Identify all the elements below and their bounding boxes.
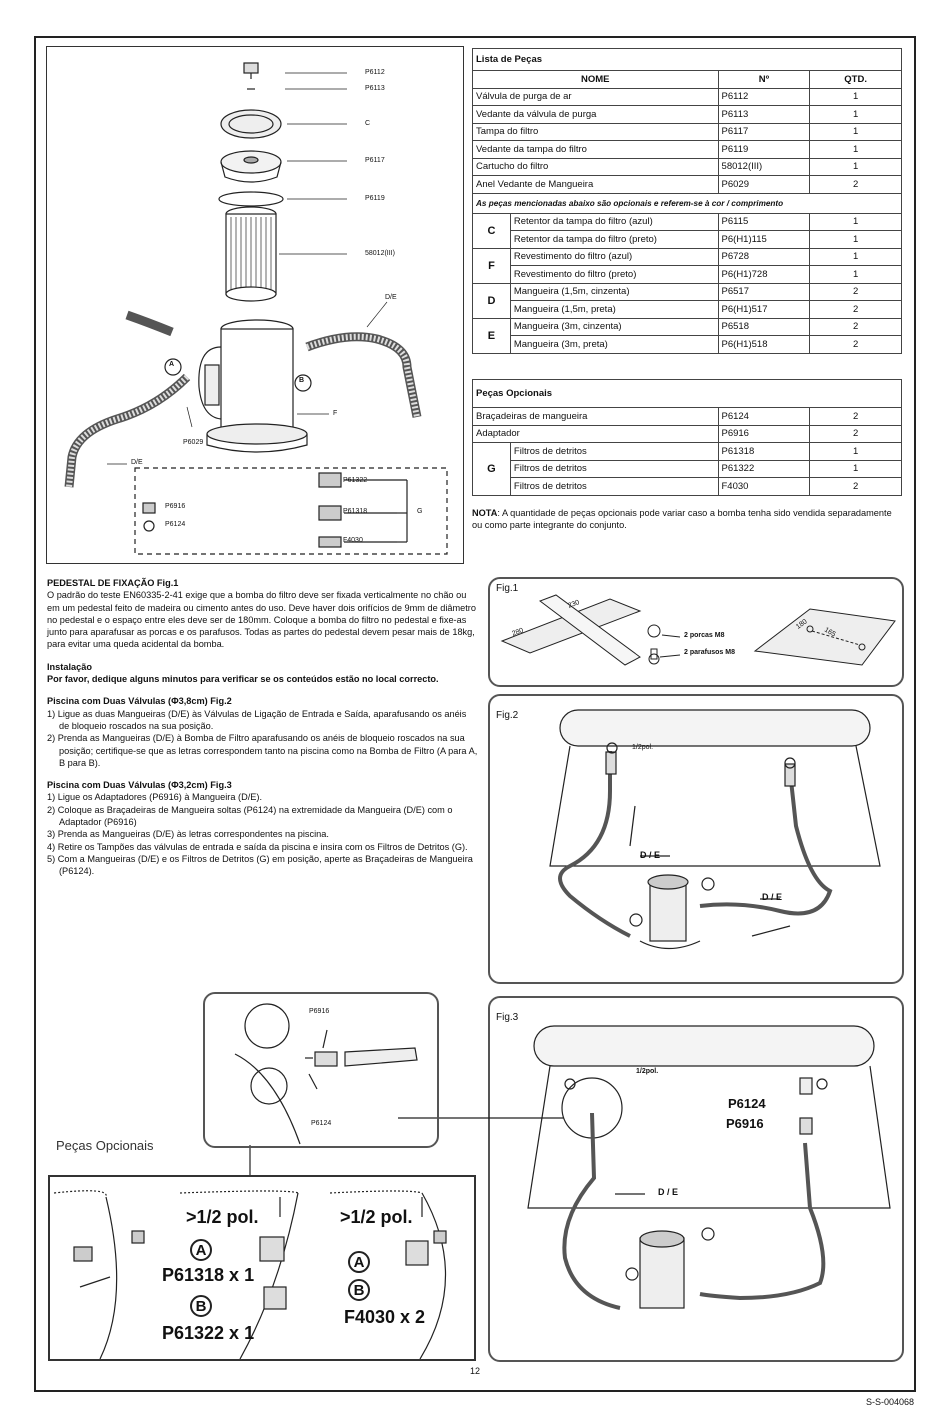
box-label-f4030: F4030 bbox=[343, 537, 363, 544]
fig1-dim-165: 165 bbox=[823, 626, 837, 639]
fig2-de-left: D / E bbox=[640, 850, 661, 860]
fig1-label: Fig.1 bbox=[496, 583, 519, 594]
opc-letter-b1 bbox=[190, 1295, 212, 1317]
fig2-half-inch: 1/2pol. bbox=[632, 744, 654, 751]
step-fig3-3: 3) Prenda as Mangueiras (D/E) às letras correspondentes na piscina. bbox=[47, 829, 329, 840]
opc-b1-icon: B bbox=[190, 1295, 212, 1317]
exploded-diagram bbox=[47, 47, 465, 565]
table-row: Revestimento do filtro (preto) P6(H1)728 1 bbox=[473, 266, 902, 284]
fig1-dim-280: 280 bbox=[511, 627, 525, 638]
box-label-p6916: P6916 bbox=[165, 503, 186, 510]
table-row: Tampa do filtro P6117 1 bbox=[473, 123, 902, 141]
opcionais-heading: Peças Opcionais bbox=[56, 1138, 154, 1153]
optional-parts-table bbox=[472, 379, 902, 496]
opc-a2-icon: A bbox=[348, 1251, 370, 1273]
label-p6119: P6119 bbox=[365, 195, 385, 202]
opc-half-inch-1: >1/2 pol. bbox=[186, 1207, 259, 1227]
heading-installation: Instalação bbox=[47, 661, 92, 672]
step-fig3-5: 5) Com a Mangueiras (D/E) e os Filtros de Detritos (G) em posição, aperte as Braçadeiras de Mangueira (P6124). bbox=[47, 853, 473, 877]
opc-letter-a1 bbox=[190, 1239, 212, 1261]
table-row: Anel Vedante de Mangueira P6029 2 bbox=[473, 176, 902, 194]
table-row: Mangueira (3m, preta) P6(H1)518 2 bbox=[473, 336, 902, 354]
col-qtd: QTD. bbox=[810, 71, 902, 89]
fig1-panel bbox=[488, 577, 904, 687]
table-row: Válvula de purga de ar P6112 1 bbox=[473, 88, 902, 106]
document-code: S-S-004068 bbox=[865, 1397, 914, 1407]
label-de-top: D/E bbox=[385, 294, 397, 301]
label-p6112: P6112 bbox=[365, 69, 385, 76]
box-label-p61318: P61318 bbox=[343, 508, 368, 515]
table-row: Adaptador P6916 2 bbox=[473, 425, 902, 443]
label-p6029: P6029 bbox=[183, 439, 204, 446]
opc-letter-a2 bbox=[348, 1251, 370, 1273]
label-de-left: D/E bbox=[131, 459, 143, 466]
fig3-p6916: P6916 bbox=[726, 1116, 764, 1131]
fig1-dim-180: 180 bbox=[795, 618, 809, 631]
table-row: Retentor da tampa do filtro (preto) P6(H1)115 1 bbox=[473, 231, 902, 249]
exploded-diagram-panel bbox=[46, 46, 464, 564]
table-row: E Mangueira (3m, cinzenta) P6518 2 bbox=[473, 318, 902, 336]
step-fig3-4: 4) Retire os Tampões das válvulas de entrada e saída da piscina e insira com os Filtros de Detritos (G). bbox=[47, 841, 468, 852]
table-row: D Mangueira (1,5m, cinzenta) P6517 2 bbox=[473, 283, 902, 301]
opc-a1-icon: A bbox=[190, 1239, 212, 1261]
fig1-nuts: 2 porcas M8 bbox=[684, 632, 725, 639]
heading-fig3: Piscina com Duas Válvulas (Φ3,2cm) Fig.3 bbox=[47, 780, 232, 791]
fig3-de: D / E bbox=[658, 1187, 679, 1197]
opc-p61318: P61318 x 1 bbox=[162, 1265, 255, 1285]
note-paragraph bbox=[472, 507, 902, 531]
fig3-half-inch: 1/2pol. bbox=[636, 1068, 659, 1075]
col-nome: NOME bbox=[473, 71, 719, 89]
fig3-panel bbox=[488, 996, 904, 1362]
note-text: : A quantidade de peças opcionais pode variar caso a bomba tenha sido vendida separadamente ou como parte integrante do conjunto. bbox=[472, 508, 892, 530]
fig2-panel bbox=[488, 694, 904, 984]
optional-title: Peças Opcionais bbox=[473, 380, 902, 408]
heading-fig2: Piscina com Duas Válvulas (Φ3,8cm) Fig.2 bbox=[47, 696, 232, 707]
fig1-bolts: 2 parafusos M8 bbox=[684, 649, 735, 656]
instructions-text bbox=[47, 577, 479, 878]
letter-a: A bbox=[169, 361, 175, 368]
box-label-p6124: P6124 bbox=[165, 521, 186, 528]
fig3-p6124: P6124 bbox=[728, 1096, 766, 1111]
fig2-label: Fig.2 bbox=[496, 710, 519, 721]
table-row: Braçadeiras de mangueira P6124 2 bbox=[473, 408, 902, 426]
optional-filters-drawing bbox=[50, 1177, 474, 1359]
label-f: F bbox=[333, 410, 338, 417]
label-p6117: P6117 bbox=[365, 157, 385, 164]
step-fig3-1: 1) Ligue os Adaptadores (P6916) à Mangueira (D/E). bbox=[47, 792, 263, 803]
page-number: 12 bbox=[470, 1366, 481, 1376]
table-row: G Filtros de detritos P61318 1 bbox=[473, 443, 902, 461]
opc-p61322: P61322 x 1 bbox=[162, 1323, 255, 1343]
step-fig3-2: 2) Coloque as Braçadeiras de Mangueira soltas (P6124) na extremidade da Mangueira (D/E) com o Adaptador (P6916) bbox=[47, 804, 453, 828]
fig2-de-right: D / E bbox=[762, 892, 783, 902]
opc-half-inch-2: >1/2 pol. bbox=[340, 1207, 413, 1227]
opc-letter-b2 bbox=[348, 1279, 370, 1301]
table-row: F Revestimento do filtro (azul) P6728 1 bbox=[473, 248, 902, 266]
step-fig2-2: 2) Prenda as Mangueiras (D/E) à Bomba de Filtro aparafusando os anéis de bloqueio roscados na sua posição; certifique-se que as letras correspondem tanto na piscina como na Bomba de Filtro (A para A, B para B). bbox=[47, 733, 478, 768]
fig3-drawing bbox=[490, 998, 902, 1360]
detail-panel bbox=[203, 992, 439, 1148]
opc-b2-icon: B bbox=[348, 1279, 370, 1301]
table-row: Filtros de detritos F4030 2 bbox=[473, 478, 902, 496]
box-label-p61322: P61322 bbox=[343, 477, 368, 484]
step-fig2-1: 1) Ligue as duas Mangueiras (D/E) às Válvulas de Ligação de Entrada e Saída, aparafusando os anéis de bloqueio roscados na sua posição. bbox=[47, 708, 467, 731]
pedestal-paragraph: O padrão do teste EN60335-2-41 exige que a bomba do filtro deve ser fixada verticalmente no chão ou em um pedestal feito de madeira ou cimento antes do uso. Deve haver dois orifícios de 9mm de diâmetro no pedestal e o espaço entre eles deve ser de 180mm. Coloque a bomba do filtro no pedestal e fixe-as junto para aparafusar as porcas e os parafusos. Todas as partes do pedestal devem pesar mais de 18kg, para evitar uma queda acidental da bomba. bbox=[47, 590, 476, 650]
label-p6113: P6113 bbox=[365, 85, 385, 92]
detail-p6916: P6916 bbox=[309, 1008, 330, 1015]
parts-table bbox=[472, 48, 902, 354]
opc-f4030: F4030 x 2 bbox=[344, 1307, 426, 1327]
heading-pedestal: PEDESTAL DE FIXAÇÃO Fig.1 bbox=[47, 578, 179, 588]
table-row: Cartucho do filtro 58012(III) 1 bbox=[473, 158, 902, 176]
table-row: C Retentor da tampa do filtro (azul) P6115 1 bbox=[473, 213, 902, 231]
optional-note: As peças mencionadas abaixo são opcionais e referem-se à cor / comprimento bbox=[473, 193, 902, 213]
table-row: Vedante da tampa do filtro P6119 1 bbox=[473, 141, 902, 159]
label-cartridge: 58012(III) bbox=[365, 250, 395, 257]
box-label-g: G bbox=[417, 508, 423, 515]
label-c: C bbox=[365, 120, 371, 127]
table-row: Mangueira (1,5m, preta) P6(H1)517 2 bbox=[473, 301, 902, 319]
table-row: Vedante da válvula de purga P6113 1 bbox=[473, 106, 902, 124]
optional-filters-panel bbox=[48, 1175, 476, 1361]
note-label: NOTA bbox=[472, 508, 498, 518]
fig1-dim-230: 230 bbox=[567, 599, 581, 610]
installation-note: Por favor, dedique alguns minutos para verificar se os conteúdos estão no local correcto. bbox=[47, 674, 439, 685]
detail-p6124: P6124 bbox=[311, 1120, 332, 1127]
col-numero: Nº bbox=[718, 71, 810, 89]
table-row: Filtros de detritos P61322 1 bbox=[473, 460, 902, 478]
fig2-drawing bbox=[490, 696, 902, 982]
parts-title: Lista de Peças bbox=[473, 49, 902, 71]
letter-b: B bbox=[299, 377, 305, 384]
fig3-label: Fig.3 bbox=[496, 1012, 519, 1023]
